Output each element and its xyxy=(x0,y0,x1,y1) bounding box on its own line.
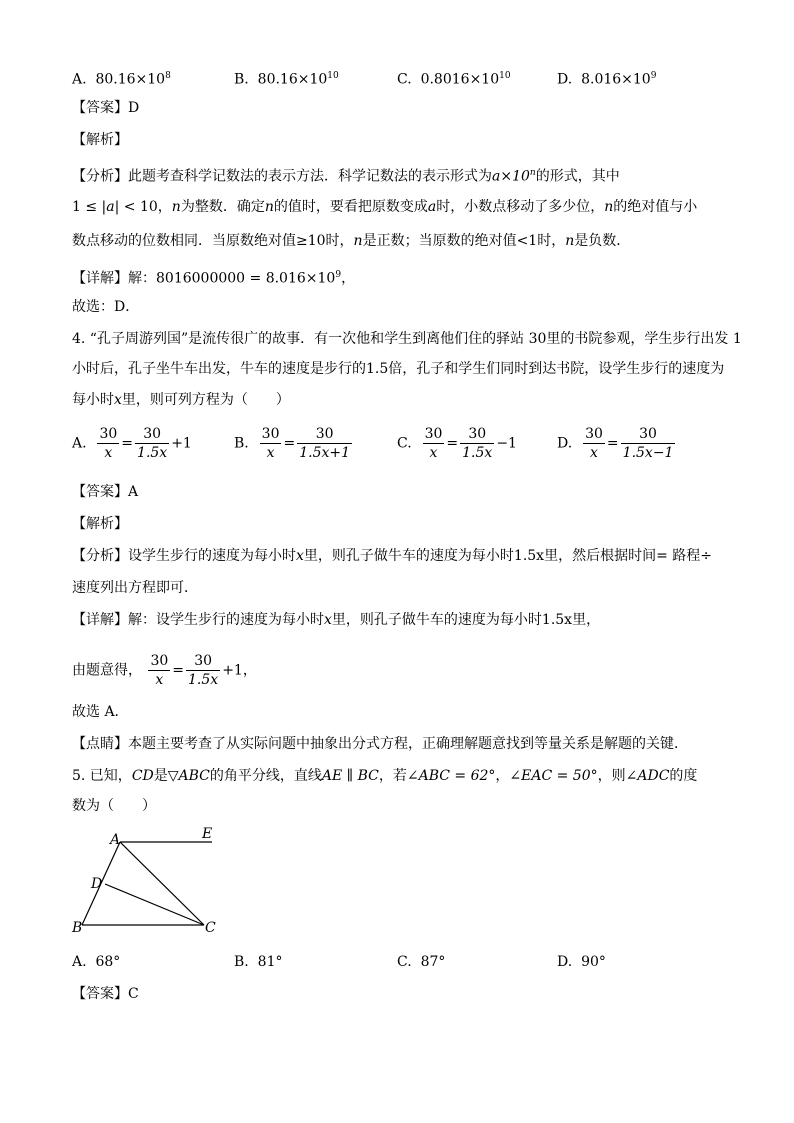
math: CD xyxy=(131,768,154,784)
q3-fenxi-line3 xyxy=(72,231,630,251)
fraction xyxy=(297,425,352,462)
option-value: 90° xyxy=(581,954,606,970)
q3-jiexi: 【解析】 xyxy=(72,132,128,148)
q4-conclusion: 故选 A． xyxy=(72,704,129,720)
text: 本题主要考查了从实际问题中抽象出分式方程，正确理解题意找到等量关系是解题的关键． xyxy=(128,736,688,752)
math: n xyxy=(604,199,614,215)
math-exp: n xyxy=(529,168,536,178)
option-letter: C. xyxy=(397,435,412,452)
option-letter: C. xyxy=(397,954,412,970)
text: 数点移动的位数相同．当原数绝对值≥10时， xyxy=(72,233,354,249)
option-letter: B. xyxy=(234,435,249,452)
q4-xiangjie xyxy=(72,610,600,630)
answer-value: C xyxy=(128,986,139,1002)
text: 的值时，要看把原数变成 xyxy=(273,199,428,215)
option-value: 8.016×10 xyxy=(581,71,651,88)
q4-option-b: B. $\frac{30}{x}$ = $\frac{30}{1.5x+1}$ xyxy=(234,426,351,461)
dianjing-tag: 【点睛】 xyxy=(72,736,128,752)
denominator: 1.5x−1 xyxy=(622,445,674,461)
option-value: 80.16×10 xyxy=(95,71,166,88)
numerator: 30 xyxy=(186,652,220,671)
segment-dc xyxy=(105,884,204,925)
numerator: 30 xyxy=(585,426,603,442)
option-value: 81° xyxy=(257,954,283,970)
numerator: 30 xyxy=(424,426,443,442)
q5-geometry-figure xyxy=(64,822,234,942)
q4-fenxi-line1 xyxy=(72,546,712,566)
option-letter: D. xyxy=(557,71,573,88)
q4-option-c: C. $\frac{30}{x}$ = $\frac{30}{1.5x}$ −1 xyxy=(397,426,517,461)
denominator: x xyxy=(590,445,598,461)
text: 时，小数点移动了多少位， xyxy=(436,199,605,215)
q5-line2: 数为（ ） xyxy=(72,798,156,814)
text: 由题意得， xyxy=(72,662,142,679)
answer-tag: 【答案】 xyxy=(72,986,128,1002)
math: x xyxy=(296,548,304,564)
fraction xyxy=(260,425,282,462)
denominator: 1.5x xyxy=(137,445,168,461)
math: ∠ABC = 62° xyxy=(406,768,496,784)
math: ∠EAC = 50° xyxy=(509,768,598,784)
tail: +1， xyxy=(222,662,257,679)
option-value: 87° xyxy=(420,954,446,970)
text: 的形式，其中 xyxy=(535,168,620,185)
fraction xyxy=(460,425,494,462)
option-letter: D. xyxy=(557,954,573,970)
math: a xyxy=(427,199,437,215)
math: a xyxy=(106,199,115,215)
math: a×10 xyxy=(492,168,530,185)
answer-tag: 【答案】 xyxy=(72,484,128,500)
answer-value: D xyxy=(128,100,140,116)
denominator: x xyxy=(104,445,113,461)
option-value: 80.16×10 xyxy=(257,71,328,88)
text: 设学生步行的速度为每小时 xyxy=(128,548,296,564)
q5-option-b xyxy=(234,952,282,972)
q5-line1 xyxy=(72,766,697,786)
numerator: 30 xyxy=(150,653,169,669)
text: ， xyxy=(341,270,356,287)
q4-line2: 小时后，孔子坐牛车出发，牛车的速度是步行的1.5倍，孔子和学生们同时到达书院，设学生步行的速度为 xyxy=(72,361,725,377)
text: 的绝对值与小 xyxy=(613,199,698,215)
tail: +1 xyxy=(171,435,192,452)
option-letter: B. xyxy=(234,954,249,970)
math: ∠ADC xyxy=(625,768,670,784)
text: ，若 xyxy=(378,768,407,784)
text: 1 ≤ | xyxy=(72,199,107,215)
math: n xyxy=(264,199,274,215)
q4-fenxi-line2: 速度列出方程即可． xyxy=(72,580,198,596)
math: ▽ABC xyxy=(167,768,210,784)
q3-option-a xyxy=(72,66,171,90)
numerator: 30 xyxy=(99,426,118,442)
q4-option-a: A. $\frac{30}{x}$ = $\frac{30}{1.5x}$ +1 xyxy=(72,426,192,461)
q4-equation: 由题意得， $\frac{30}{x}$ = $\frac{30}{1.5x}$ +1， xyxy=(72,653,257,688)
q5-option-d xyxy=(557,952,606,972)
text: 是 xyxy=(153,768,168,784)
option-exponent: 10 xyxy=(499,71,511,81)
text: 5. 已知， xyxy=(72,768,132,784)
fraction xyxy=(423,425,445,462)
text: ， xyxy=(495,768,510,784)
option-letter: B. xyxy=(234,71,249,88)
label-c: C xyxy=(205,920,216,936)
denominator: x xyxy=(429,445,438,461)
fraction xyxy=(148,652,170,689)
xiangjie-tag: 【详解】 xyxy=(72,612,128,628)
fraction xyxy=(97,425,119,462)
label-b: B xyxy=(72,920,83,936)
q3-option-b xyxy=(234,66,339,90)
q4-answer xyxy=(72,482,138,502)
denominator: 1.5x xyxy=(188,672,219,688)
text: 此题考查科学记数法的表示方法．科学记数法的表示形式为 xyxy=(128,168,492,185)
math: n xyxy=(565,233,575,249)
option-letter: D. xyxy=(557,435,573,452)
denominator: x xyxy=(155,672,164,688)
option-letter: A. xyxy=(72,954,87,970)
fenxi-tag: 【分析】 xyxy=(72,548,128,564)
numerator: 30 xyxy=(621,425,676,444)
label-a: A xyxy=(110,832,121,848)
denominator: 1.5x xyxy=(462,445,493,461)
math: n xyxy=(171,199,181,215)
q4-dianjing xyxy=(72,734,688,754)
math: x xyxy=(324,612,332,628)
q3-option-c xyxy=(397,66,511,90)
text: 解：设学生步行的速度为每小时 xyxy=(128,612,324,628)
label-d: D xyxy=(91,876,103,892)
option-letter: A. xyxy=(72,435,87,452)
text: 里， xyxy=(572,612,601,628)
q4-line1: 4. “孔子周游列国”是流传很广的故事．有一次他和学生到离他们住的驿站 30里的书院参观，学生步行出发 1 xyxy=(72,331,742,347)
text: | < 10， xyxy=(114,199,172,215)
fenxi-tag: 【分析】 xyxy=(72,168,128,185)
numerator: 30 xyxy=(460,425,494,444)
option-letter: A. xyxy=(72,71,87,88)
q5-answer xyxy=(72,984,139,1004)
text: 解：8016000000 = 8.016×10 xyxy=(128,270,336,287)
q5-option-a xyxy=(72,952,120,972)
text: 里，然后根据时间= 路程÷ xyxy=(544,548,712,564)
math: x xyxy=(114,392,122,408)
q3-option-d xyxy=(557,66,656,90)
option-value: 68° xyxy=(95,954,121,970)
answer-value: A xyxy=(128,484,139,500)
option-letter: C. xyxy=(397,71,412,88)
text: 是负数． xyxy=(574,233,631,249)
label-e: E xyxy=(202,826,213,842)
math: n xyxy=(353,233,363,249)
option-exponent: 8 xyxy=(165,71,171,81)
math-exp: 9 xyxy=(335,270,342,280)
tail: −1 xyxy=(496,435,517,452)
q4-option-d: D. $\frac{30}{x}$ = $\frac{30}{1.5x-1}$ xyxy=(557,426,674,461)
fraction xyxy=(621,425,676,462)
fraction xyxy=(135,425,169,462)
text: 为整数．确定 xyxy=(180,199,265,215)
denominator: 1.5x+1 xyxy=(299,445,351,461)
option-exponent: 9 xyxy=(650,71,657,81)
q5-option-c xyxy=(397,952,445,972)
q3-answer xyxy=(72,98,139,118)
numerator: 30 xyxy=(297,425,352,444)
q4-jiexi: 【解析】 xyxy=(72,516,128,532)
math: AE ∥ BC xyxy=(321,768,379,784)
text: 每小时 xyxy=(72,392,114,408)
numerator: 30 xyxy=(261,426,280,442)
text: 是正数；当原数的绝对值<1时， xyxy=(362,233,566,249)
q4-line3 xyxy=(72,390,290,410)
q3-conclusion: 故选：D． xyxy=(72,299,140,315)
fraction xyxy=(186,652,220,689)
xiangjie-tag: 【详解】 xyxy=(72,270,128,287)
denominator: x xyxy=(266,445,275,461)
fraction xyxy=(583,425,605,462)
q3-fenxi-line2 xyxy=(72,197,697,217)
text: 里，则孔子做牛车的速度为每小时 xyxy=(303,548,514,564)
q3-fenxi-line1 xyxy=(72,163,620,187)
option-value: 0.8016×10 xyxy=(420,71,500,88)
text: 的角平分线，直线 xyxy=(209,768,322,784)
text: 里，则可列方程为（ ） xyxy=(121,392,290,408)
text: ，则 xyxy=(597,768,626,784)
option-exponent: 10 xyxy=(327,71,339,81)
math: 1.5x xyxy=(513,548,545,564)
text: 的度 xyxy=(669,768,698,784)
numerator: 30 xyxy=(135,425,169,444)
segment-ac xyxy=(120,842,204,925)
q3-xiangjie xyxy=(72,265,355,289)
answer-tag: 【答案】 xyxy=(72,100,128,116)
math: 1.5x xyxy=(541,612,573,628)
text: 里，则孔子做牛车的速度为每小时 xyxy=(331,612,542,628)
